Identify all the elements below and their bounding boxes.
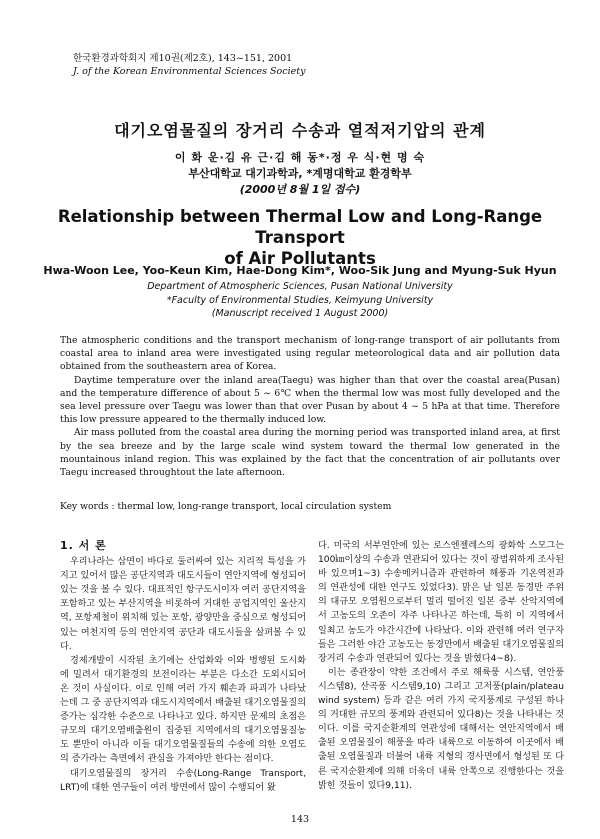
body-paragraph: 다. 미국의 서부연안에 있는 로스엔젤레스의 광화학 스모그는 100㎞이상의 수송과 연관되어 있다는 것이 광범위하게 조사된바 있으며1~3) 수송메커니즘과 관련하여 해풍과 기온역전과의 연관성에 대한 연구도 있었다3). 맑은 날 일본 동경만 주위의 대규모 오염원으로부터 멀리 떨어진 일본 중부 산악지역에서 고농도의 오존이 자주 나타나곤 하는데, 특히 이 지역에서 일최고 농도가 야간시간에 나타났다. 이와 관련해 여러 연구자들은 그러한 야간 고농도는 동경만에서 배출된 대기오염물질의 장거리 수송과 연관되어 있다는 것을 밝혔다4~8). bbox=[318, 541, 564, 664]
english-affiliation-1: Department of Atmospheric Sciences, Pusan National University bbox=[147, 281, 453, 292]
body-paragraph: 대기오염물질의 장거리 수송(Long-Range Transport, LRT)에 대한 연구들이 여러 방면에서 많이 수행되어 왔 bbox=[60, 768, 306, 793]
english-affiliation-2: *Faculty of Environmental Studies, Keimyung University bbox=[166, 294, 434, 306]
page-number: 143 bbox=[290, 814, 310, 825]
english-authors: Hwa-Woon Lee, Yoo-Keun Kim, Hae-Dong Kim*, Woo-Sik Jung and Myung-Suk Hyun bbox=[43, 264, 557, 277]
body-column-left bbox=[60, 539, 306, 795]
abstract bbox=[60, 334, 560, 479]
abstract-paragraph-1: The atmospheric conditions and the transport mechanism of long-range transport of air pollutants from coastal area to inland area were investigated using regular meteorological data and air pollution data obtained from the southeastern area of Korea. bbox=[60, 335, 560, 373]
journal-citation-ko: 한국환경과학회지 제10권(제2호), 143~151, 2001 bbox=[73, 53, 293, 64]
body-paragraph: 이는 종관장이 약한 조건에서 주로 해륙풍 시스템, 연안풍 시스템8), 산곡풍 시스템9,10) 그리고 고저풍(plain/plateau wind system) 등과 같은 여러 가지 국지풍계로 구성된 하나의 거대한 규모의 풍계와 관련되어 있다8)는 것을 나타내는 것이다. 이를 국지순환계의 연관성에 대해서는 연안지역에서 배출된 오염물질이 해풍을 따라 내륙으로 이동하여 이곳에서 배출된 오염물질과 더불어 내륙 지형의 경사면에서 형성된 또 다른 국지순환계에 의해 더욱더 내륙 안쪽으로 진행한다는 것을 밝힌 것들이 있다9,11). bbox=[318, 667, 564, 791]
english-received-date: (Manuscript received 1 August 2000) bbox=[211, 308, 389, 319]
abstract-paragraph-3: Air mass polluted from the coastal area during the morning period was transported inland area, at first by the sea breeze and by the large scale wind system toward the thermal low generated in the mountainous inland region. This was explained by the fact that the concentration of air pollutants over Taegu increased throughtout the late afternoon. bbox=[60, 427, 560, 479]
english-title bbox=[40, 206, 560, 269]
journal-header bbox=[73, 52, 305, 78]
english-affiliation-block bbox=[0, 280, 600, 321]
korean-title: 대기오염물질의 장거리 수송과 열적저기압의 관계 bbox=[114, 121, 486, 140]
abstract-paragraph-2: Daytime temperature over the inland area(Taegu) was higher than that over the coastal area(Pusan) and the temperature difference of about 5 ~ 6℃ when the thermal low was most fully developed and the sea level pressure over Taegu was lower than that over Pusan by about 4 ~ 5 hPa at that time. Therefore this low pressure appeared to the thermally induced low. bbox=[60, 374, 560, 426]
korean-affiliation: 부산대학교 대기과학과, *계명대학교 환경학부 bbox=[188, 167, 412, 180]
section-heading-introduction: 1. 서 론 bbox=[60, 539, 107, 552]
journal-name-en: J. of the Korean Environmental Sciences Society bbox=[73, 66, 306, 77]
korean-authors: 이 화 운·김 유 근·김 해 동*·정 우 식·현 명 숙 bbox=[174, 151, 426, 164]
keywords: Key words : thermal low, long-range transport, local circulation system bbox=[60, 501, 392, 512]
body-paragraph: 우리나라는 삼면이 바다로 둘러싸여 있는 지리적 특성을 가지고 있어서 많은 공단지역과 대도시들이 연안지역에 형성되어 있는 것을 볼 수 있다. 대표적인 항구도시이자 여러 공단지역을 포함하고 있는 부산지역을 비롯하여 거대한 공업지역인 울산지역, 포항제철이 위치해 있는 포항, 광양만을 중심으로 형성되어 있는 여천지역 등의 연안지역 공단과 대도시들을 살펴볼 수 있다. bbox=[60, 557, 306, 652]
korean-received-date: (2000년 8월 1일 접수) bbox=[239, 183, 361, 196]
korean-author-block bbox=[0, 150, 600, 198]
english-title-line-2: of Air Pollutants bbox=[224, 249, 376, 268]
english-title-line-1: Relationship between Thermal Low and Long-Range Transport bbox=[57, 207, 543, 247]
body-column-right bbox=[318, 539, 564, 793]
body-paragraph: 경제개발이 시작된 초기에는 산업화와 이와 병행된 도시화에 밀려서 대기환경의 보전이라는 부분은 다소간 도외시되어 온 것이 사실이다. 이로 인해 여러 가지 훼손과 파괴가 나타났는데 그 중 공단지역과 대도시지역에서 배출된 대기오염물질의 증가는 심각한 수준으로 나타나고 있다. 하지만 문제의 초점은 규모의 대기오염배출원이 집중된 지역에서의 대기오염물질농도 뿐만이 아니라 이들 대기오염물질들의 수송에 의한 오염도의 증가라는 측면에서 관심을 가져야만 한다는 점이다. bbox=[60, 655, 306, 765]
